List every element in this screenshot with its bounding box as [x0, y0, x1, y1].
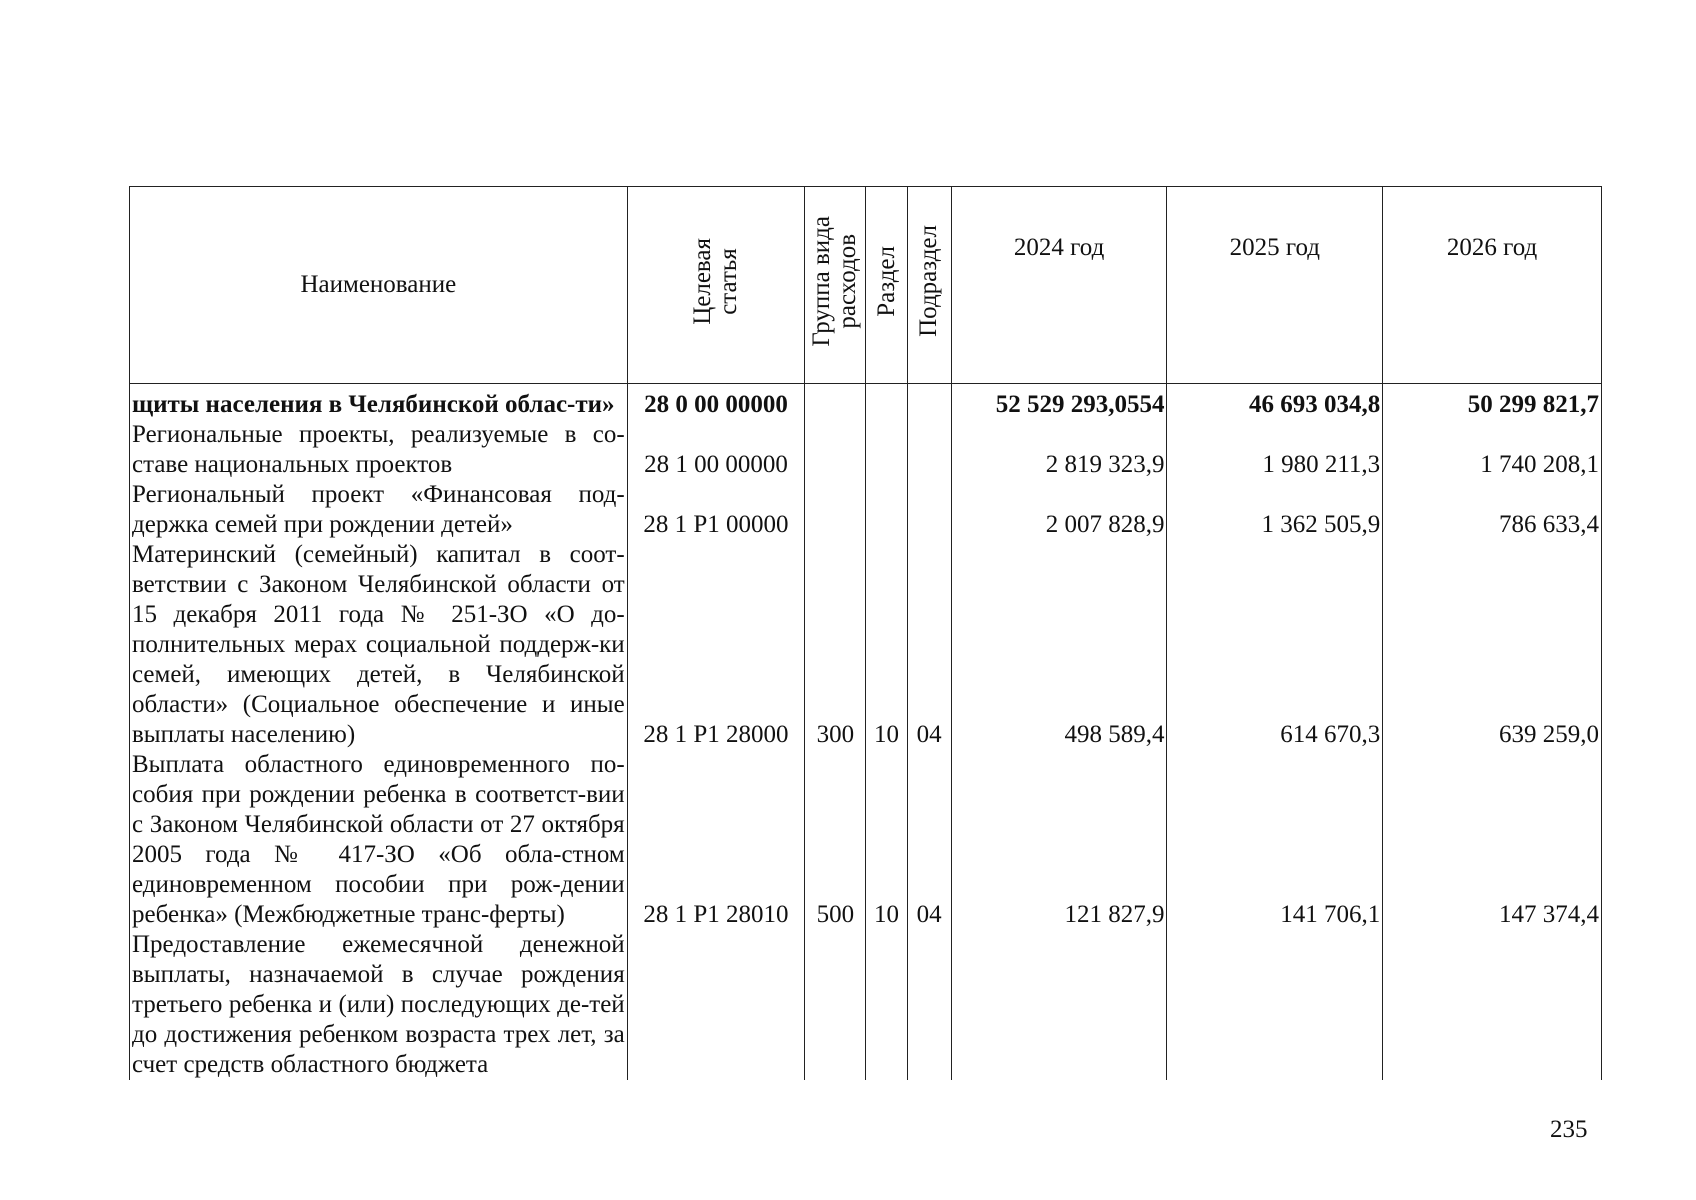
- row-expense-group: 500: [805, 750, 866, 930]
- row-2024: 498 589,4: [951, 540, 1167, 750]
- row-2025: 46 693 034,8: [1167, 384, 1383, 421]
- row-2026: 786 633,4: [1383, 480, 1602, 540]
- row-subsection: [907, 420, 951, 480]
- header-expense-group: [805, 187, 866, 384]
- row-name: щиты населения в Челябинской облас-ти»: [130, 384, 628, 421]
- row-section: [866, 480, 907, 540]
- row-2026: 147 374,4: [1383, 750, 1602, 930]
- budget-table: [129, 186, 1602, 1080]
- header-subsection-label: Подраздел: [915, 225, 943, 337]
- row-2025: 1 980 211,3: [1167, 420, 1383, 480]
- row-name: Региональный проект «Финансовая под-держка семей при рождении детей»: [130, 480, 628, 540]
- header-section: [866, 187, 907, 384]
- table-row: [130, 930, 1602, 1080]
- row-expense-group: [805, 480, 866, 540]
- row-subsection: [907, 480, 951, 540]
- row-section: [866, 384, 907, 421]
- row-name: Выплата областного единовременного по-собия при рождении ребенка в соответст-вии с Законом Челябинской области от 27 октября 2005 года № 417-ЗО «Об обла-стном единовременном пособии при рож-дении ребенка» (Межбюджетные транс-ферты): [130, 750, 628, 930]
- header-2026: 2026 год: [1383, 187, 1602, 384]
- row-expense-group: [805, 930, 866, 1080]
- row-subsection: [907, 384, 951, 421]
- row-expense-group: [805, 384, 866, 421]
- header-target-article: [627, 187, 805, 384]
- row-target-article: 28 1 P1 28010: [627, 750, 805, 930]
- header-subsection: [907, 187, 951, 384]
- table-row: [130, 420, 1602, 480]
- header-2025: 2025 год: [1167, 187, 1383, 384]
- header-section-label: Раздел: [872, 245, 900, 317]
- row-section: 10: [866, 540, 907, 750]
- header-name: Наименование: [130, 187, 628, 384]
- row-section: [866, 930, 907, 1080]
- row-subsection: [907, 930, 951, 1080]
- header-2024: 2024 год: [951, 187, 1167, 384]
- table-row: [130, 480, 1602, 540]
- header-expense-group-label: Группа вида расходов: [808, 215, 862, 347]
- row-2025: [1167, 930, 1383, 1080]
- table-row: [130, 540, 1602, 750]
- row-2026: [1383, 930, 1602, 1080]
- row-target-article: 28 0 00 00000: [627, 384, 805, 421]
- row-2026: 639 259,0: [1383, 540, 1602, 750]
- row-subsection: 04: [907, 750, 951, 930]
- row-2024: 121 827,9: [951, 750, 1167, 930]
- header-target-article-label: Целевая статья: [688, 237, 742, 325]
- row-expense-group: [805, 420, 866, 480]
- row-2024: [951, 930, 1167, 1080]
- row-target-article: 28 1 P1 00000: [627, 480, 805, 540]
- row-name: Региональные проекты, реализуемые в со-ставе национальных проектов: [130, 420, 628, 480]
- row-2026: 50 299 821,7: [1383, 384, 1602, 421]
- row-target-article: [627, 930, 805, 1080]
- row-name: Предоставление ежемесячной денежной выплаты, назначаемой в случае рождения третьего ребенка и (или) последующих де-тей до достижения ребенком возраста трех лет, за счет средств областного бюджета: [130, 930, 628, 1080]
- row-subsection: 04: [907, 540, 951, 750]
- row-2026: 1 740 208,1: [1383, 420, 1602, 480]
- table-header-row: [130, 187, 1602, 384]
- page-number: 235: [1550, 1116, 1588, 1143]
- row-section: [866, 420, 907, 480]
- row-target-article: 28 1 00 00000: [627, 420, 805, 480]
- row-2024: 2 007 828,9: [951, 480, 1167, 540]
- row-2024: 52 529 293,0554: [951, 384, 1167, 421]
- row-2024: 2 819 323,9: [951, 420, 1167, 480]
- row-target-article: 28 1 P1 28000: [627, 540, 805, 750]
- row-expense-group: 300: [805, 540, 866, 750]
- table-row: [130, 750, 1602, 930]
- row-2025: 1 362 505,9: [1167, 480, 1383, 540]
- table-row: [130, 384, 1602, 421]
- row-2025: 614 670,3: [1167, 540, 1383, 750]
- row-name: Материнский (семейный) капитал в соот-ветствии с Законом Челябинской области от 15 декабря 2011 года № 251-ЗО «О до-полнительных мерах социальной поддерж-ки семей, имеющих детей, в Челябинской области» (Социальное обеспечение и иные выплаты населению): [130, 540, 628, 750]
- row-2025: 141 706,1: [1167, 750, 1383, 930]
- row-section: 10: [866, 750, 907, 930]
